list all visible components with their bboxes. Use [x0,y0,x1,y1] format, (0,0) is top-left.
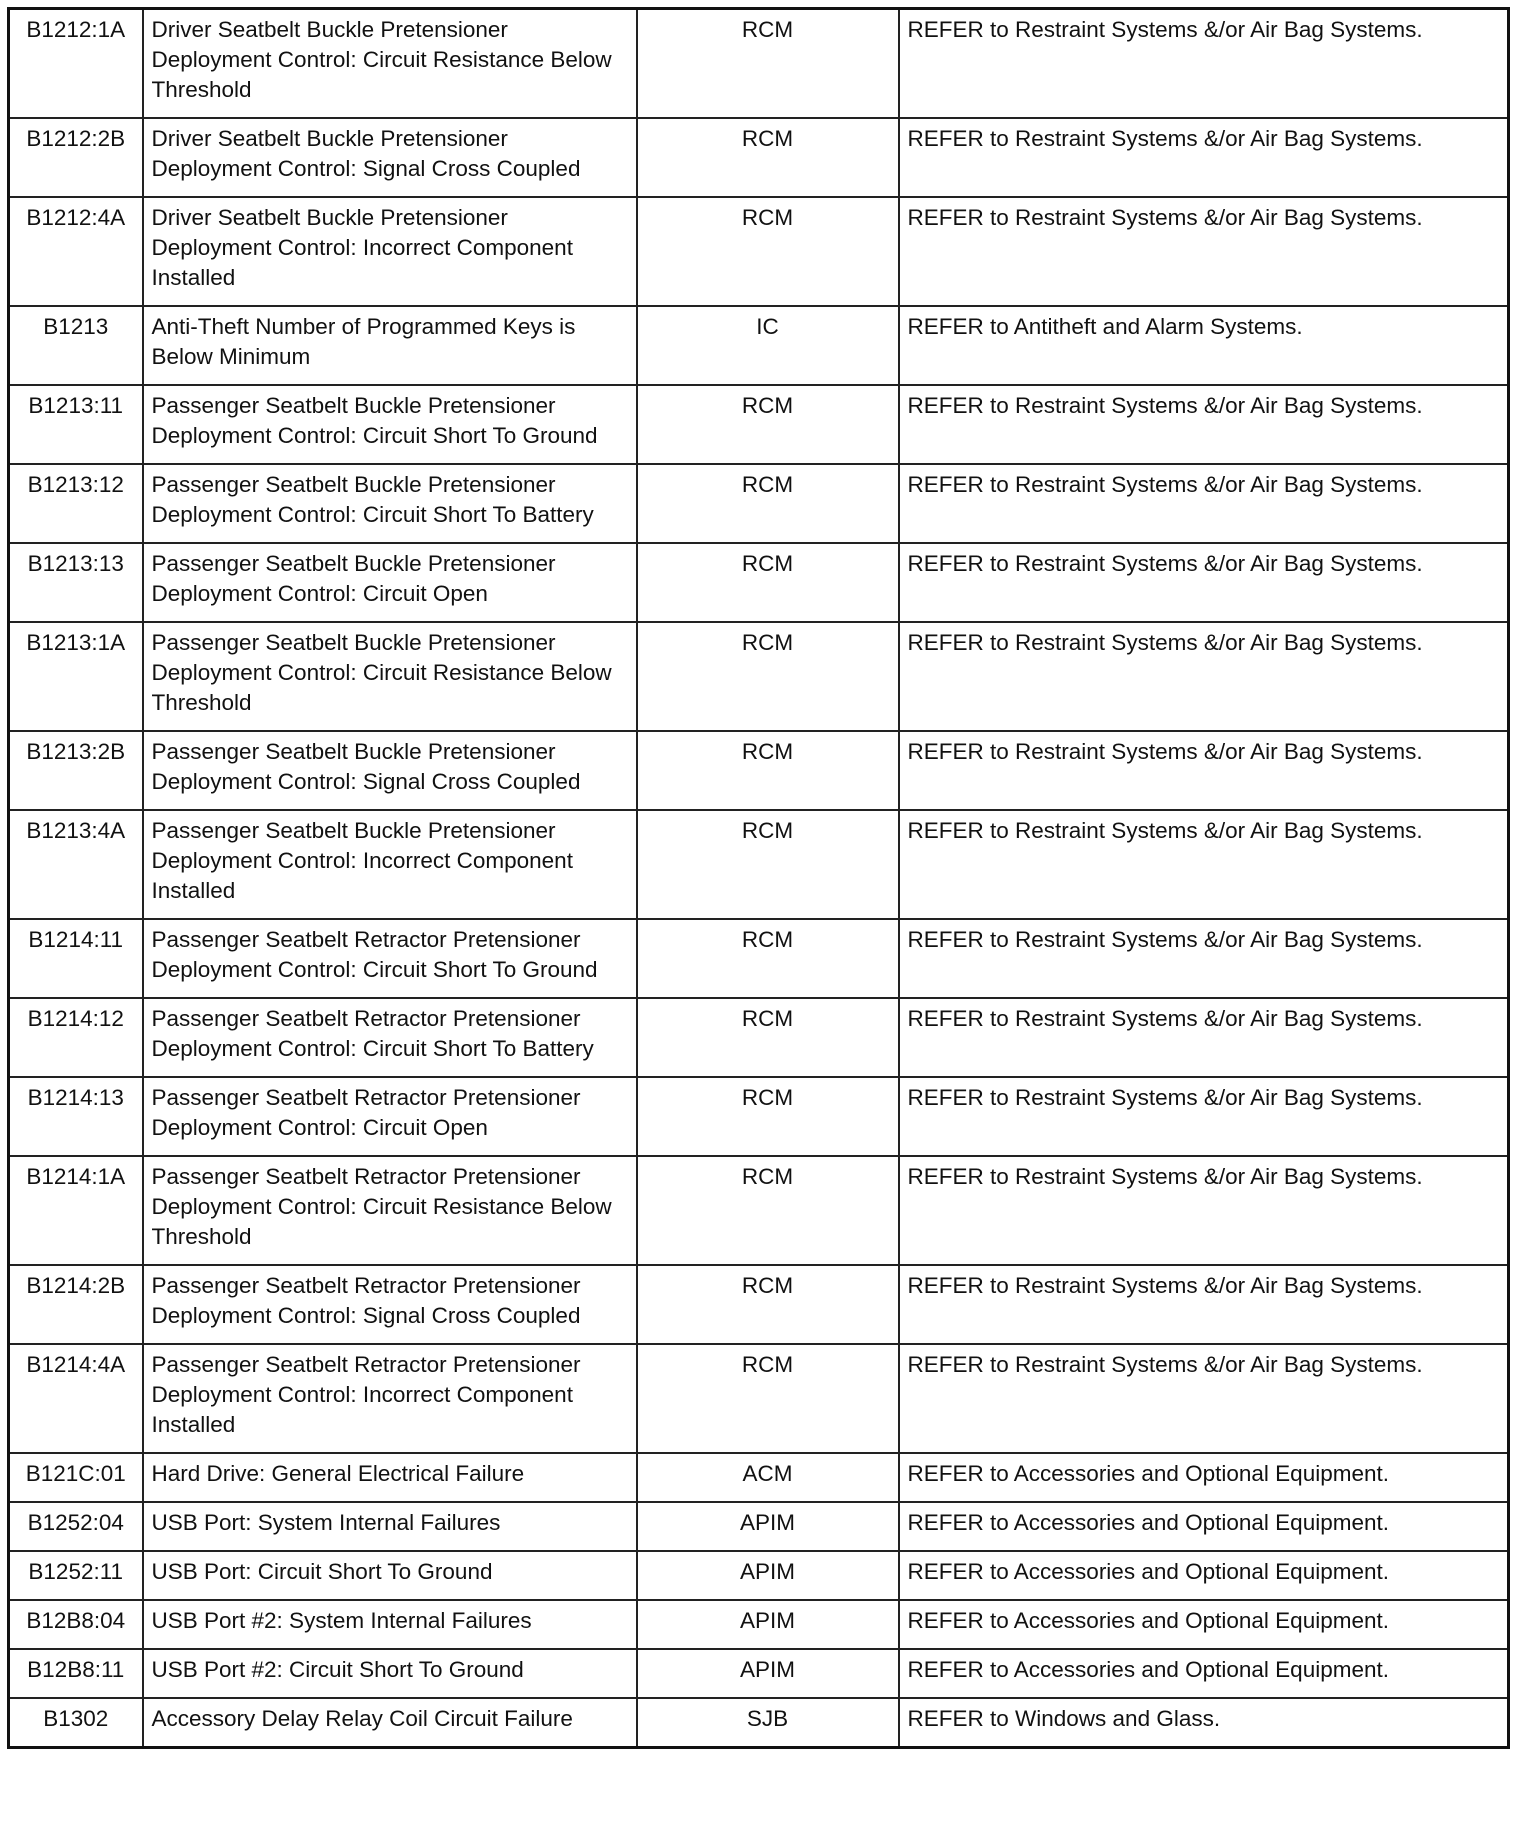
dtc-description-cell: Accessory Delay Relay Coil Circuit Failure [143,1698,637,1748]
action-cell: REFER to Restraint Systems &/or Air Bag Systems. [899,118,1509,197]
dtc-description-cell: Passenger Seatbelt Buckle Pretensioner Deployment Control: Incorrect Component Installed [143,810,637,919]
dtc-description-cell: Passenger Seatbelt Buckle Pretensioner Deployment Control: Circuit Open [143,543,637,622]
dtc-code-cell: B12B8:11 [9,1649,143,1698]
action-cell: REFER to Accessories and Optional Equipment. [899,1551,1509,1600]
action-cell: REFER to Restraint Systems &/or Air Bag Systems. [899,998,1509,1077]
module-cell: RCM [637,998,899,1077]
dtc-description-cell: Passenger Seatbelt Buckle Pretensioner Deployment Control: Signal Cross Coupled [143,731,637,810]
dtc-code-cell: B1213:12 [9,464,143,543]
action-cell: REFER to Restraint Systems &/or Air Bag Systems. [899,197,1509,306]
module-cell: APIM [637,1502,899,1551]
dtc-code-cell: B1212:2B [9,118,143,197]
module-cell: RCM [637,731,899,810]
dtc-description-cell: Passenger Seatbelt Retractor Pretensioner Deployment Control: Incorrect Component Installed [143,1344,637,1453]
module-cell: RCM [637,9,899,119]
action-cell: REFER to Restraint Systems &/or Air Bag Systems. [899,810,1509,919]
action-cell: REFER to Restraint Systems &/or Air Bag Systems. [899,1344,1509,1453]
action-cell: REFER to Restraint Systems &/or Air Bag Systems. [899,1077,1509,1156]
table-row [9,9,1509,119]
table-row [9,998,1509,1077]
module-cell: RCM [637,622,899,731]
dtc-code-cell: B1213 [9,306,143,385]
table-row [9,1077,1509,1156]
table-row [9,1453,1509,1502]
table-row [9,464,1509,543]
dtc-code-cell: B1213:1A [9,622,143,731]
module-cell: APIM [637,1649,899,1698]
dtc-code-cell: B1302 [9,1698,143,1748]
table-row [9,1649,1509,1698]
dtc-description-cell: USB Port: Circuit Short To Ground [143,1551,637,1600]
table-row [9,1551,1509,1600]
dtc-code-cell: B1252:04 [9,1502,143,1551]
dtc-description-cell: Passenger Seatbelt Retractor Pretensioner Deployment Control: Signal Cross Coupled [143,1265,637,1344]
action-cell: REFER to Restraint Systems &/or Air Bag Systems. [899,543,1509,622]
module-cell: RCM [637,1344,899,1453]
module-cell: APIM [637,1600,899,1649]
dtc-code-cell: B1214:4A [9,1344,143,1453]
table-row [9,543,1509,622]
action-cell: REFER to Restraint Systems &/or Air Bag Systems. [899,919,1509,998]
dtc-code-cell: B1214:13 [9,1077,143,1156]
module-cell: RCM [637,197,899,306]
table-row [9,1156,1509,1265]
table-row [9,1600,1509,1649]
dtc-code-cell: B1214:2B [9,1265,143,1344]
dtc-code-cell: B1213:2B [9,731,143,810]
action-cell: REFER to Restraint Systems &/or Air Bag Systems. [899,9,1509,119]
module-cell: RCM [637,810,899,919]
dtc-description-cell: Passenger Seatbelt Retractor Pretensioner Deployment Control: Circuit Resistance Below Threshold [143,1156,637,1265]
dtc-code-cell: B121C:01 [9,1453,143,1502]
module-cell: RCM [637,385,899,464]
action-cell: REFER to Restraint Systems &/or Air Bag Systems. [899,1265,1509,1344]
module-cell: SJB [637,1698,899,1748]
action-cell: REFER to Restraint Systems &/or Air Bag Systems. [899,1156,1509,1265]
module-cell: IC [637,306,899,385]
table-row [9,385,1509,464]
dtc-description-cell: USB Port #2: Circuit Short To Ground [143,1649,637,1698]
action-cell: REFER to Accessories and Optional Equipment. [899,1600,1509,1649]
dtc-code-cell: B1212:4A [9,197,143,306]
dtc-table [7,7,1510,1749]
table-row [9,1344,1509,1453]
action-cell: REFER to Accessories and Optional Equipment. [899,1502,1509,1551]
table-row [9,1502,1509,1551]
dtc-description-cell: Passenger Seatbelt Buckle Pretensioner Deployment Control: Circuit Resistance Below Threshold [143,622,637,731]
action-cell: REFER to Restraint Systems &/or Air Bag Systems. [899,385,1509,464]
action-cell: REFER to Antitheft and Alarm Systems. [899,306,1509,385]
module-cell: RCM [637,1077,899,1156]
table-row [9,919,1509,998]
table-row [9,197,1509,306]
dtc-code-cell: B1212:1A [9,9,143,119]
dtc-description-cell: Passenger Seatbelt Buckle Pretensioner Deployment Control: Circuit Short To Battery [143,464,637,543]
dtc-code-cell: B1213:11 [9,385,143,464]
dtc-description-cell: Anti-Theft Number of Programmed Keys is Below Minimum [143,306,637,385]
action-cell: REFER to Windows and Glass. [899,1698,1509,1748]
dtc-code-cell: B1213:4A [9,810,143,919]
dtc-description-cell: Hard Drive: General Electrical Failure [143,1453,637,1502]
action-cell: REFER to Restraint Systems &/or Air Bag Systems. [899,464,1509,543]
table-row [9,731,1509,810]
dtc-code-cell: B1252:11 [9,1551,143,1600]
dtc-code-cell: B12B8:04 [9,1600,143,1649]
dtc-description-cell: Driver Seatbelt Buckle Pretensioner Deployment Control: Signal Cross Coupled [143,118,637,197]
module-cell: RCM [637,919,899,998]
dtc-description-cell: USB Port #2: System Internal Failures [143,1600,637,1649]
dtc-code-cell: B1213:13 [9,543,143,622]
table-row [9,118,1509,197]
dtc-code-cell: B1214:11 [9,919,143,998]
dtc-code-cell: B1214:12 [9,998,143,1077]
module-cell: RCM [637,1156,899,1265]
module-cell: RCM [637,1265,899,1344]
table-row [9,306,1509,385]
module-cell: RCM [637,464,899,543]
table-row [9,1698,1509,1748]
dtc-code-cell: B1214:1A [9,1156,143,1265]
module-cell: RCM [637,118,899,197]
dtc-description-cell: Driver Seatbelt Buckle Pretensioner Deployment Control: Incorrect Component Installed [143,197,637,306]
action-cell: REFER to Restraint Systems &/or Air Bag Systems. [899,622,1509,731]
dtc-table-body [9,9,1509,1748]
dtc-description-cell: Passenger Seatbelt Retractor Pretensioner Deployment Control: Circuit Short To Battery [143,998,637,1077]
action-cell: REFER to Accessories and Optional Equipment. [899,1649,1509,1698]
module-cell: APIM [637,1551,899,1600]
dtc-description-cell: Passenger Seatbelt Retractor Pretensioner Deployment Control: Circuit Open [143,1077,637,1156]
dtc-description-cell: Passenger Seatbelt Retractor Pretensioner Deployment Control: Circuit Short To Ground [143,919,637,998]
table-row [9,622,1509,731]
module-cell: ACM [637,1453,899,1502]
table-row [9,810,1509,919]
table-row [9,1265,1509,1344]
action-cell: REFER to Accessories and Optional Equipment. [899,1453,1509,1502]
dtc-description-cell: USB Port: System Internal Failures [143,1502,637,1551]
dtc-description-cell: Driver Seatbelt Buckle Pretensioner Deployment Control: Circuit Resistance Below Threshold [143,9,637,119]
action-cell: REFER to Restraint Systems &/or Air Bag Systems. [899,731,1509,810]
module-cell: RCM [637,543,899,622]
dtc-description-cell: Passenger Seatbelt Buckle Pretensioner Deployment Control: Circuit Short To Ground [143,385,637,464]
